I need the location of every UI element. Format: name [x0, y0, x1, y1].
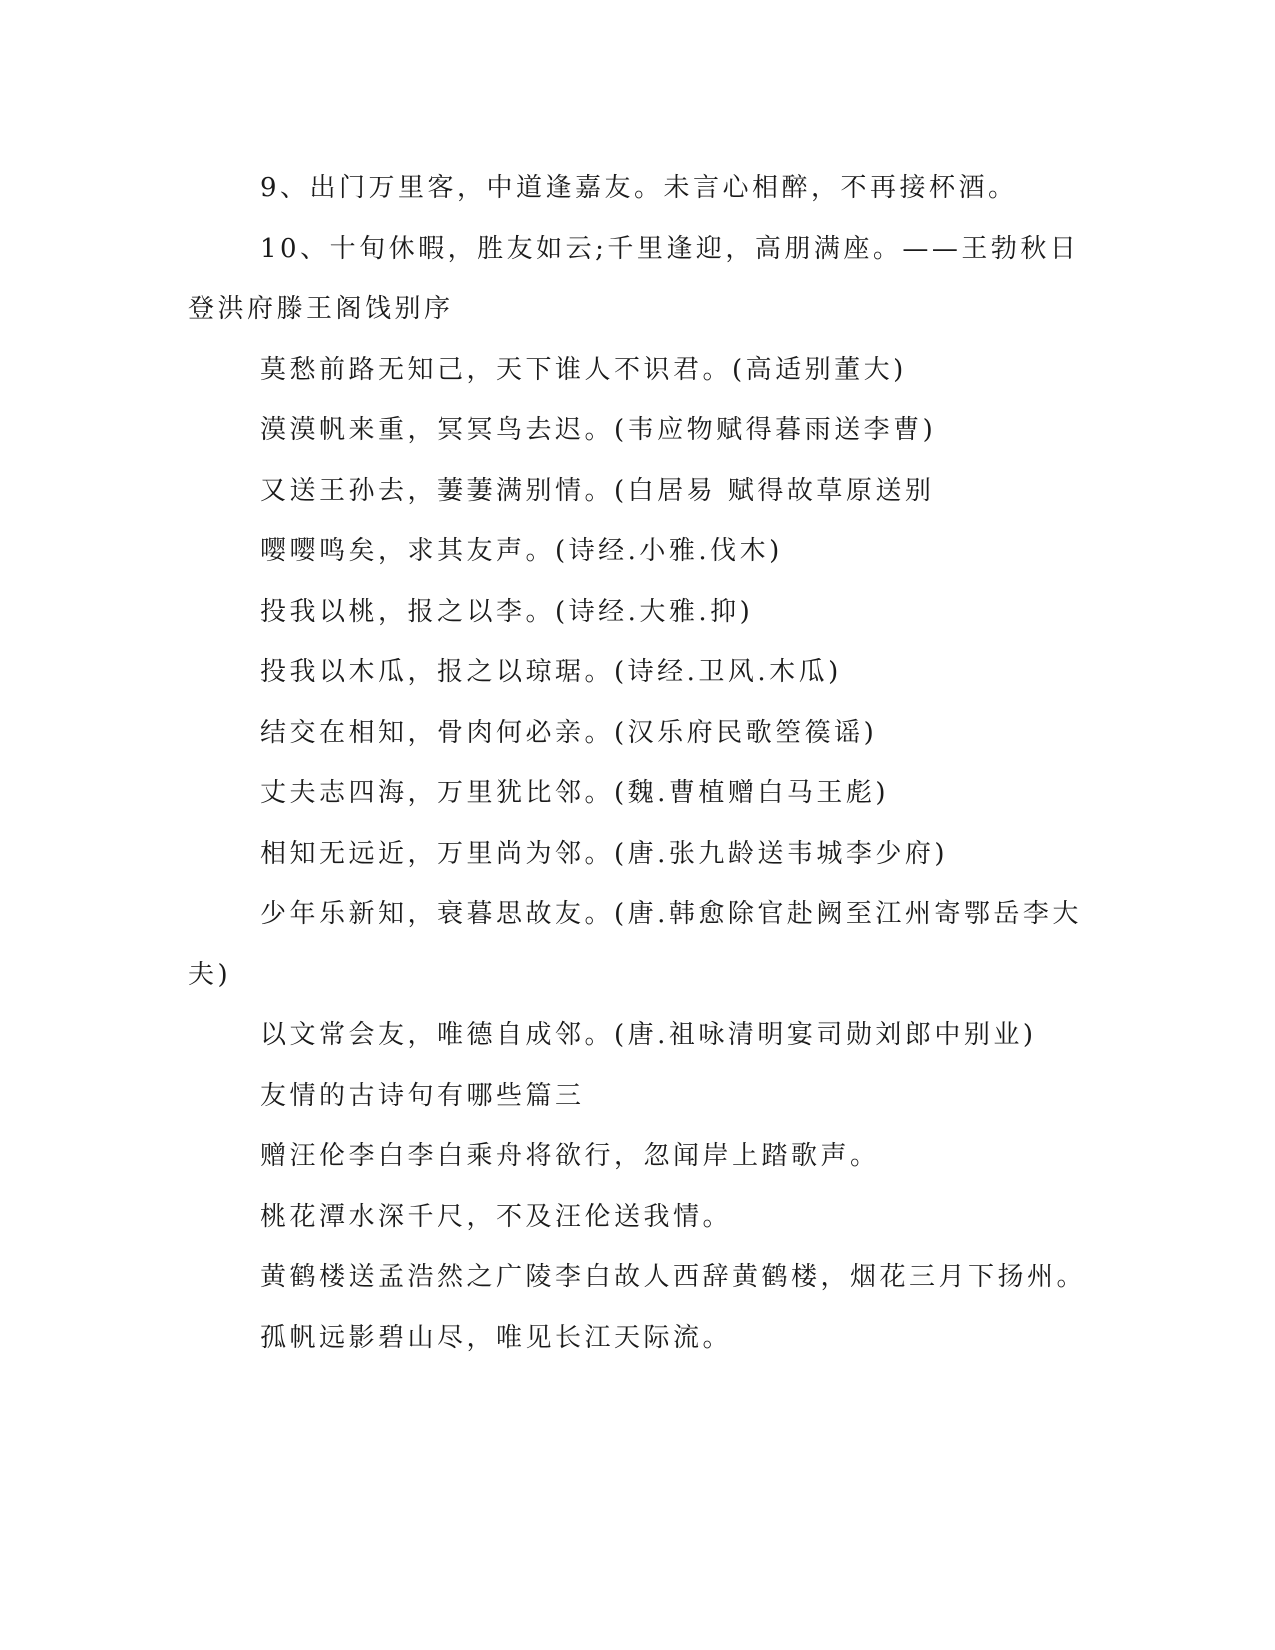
paragraph-18: 孤帆远影碧山尽，唯见长江天际流。 [260, 1322, 733, 1353]
paragraph-7: 投我以桃，报之以李。(诗经.大雅.抑) [260, 596, 754, 627]
paragraph-12: 少年乐新知，衰暮思故友。(唐.韩愈除官赴阙至江州寄鄂岳李大夫) [188, 899, 1082, 990]
paragraph-16: 桃花潭水深千尺，不及汪伦送我情。 [260, 1201, 733, 1232]
paragraph-1: 9、出门万里客，中道逢嘉友。未言心相醉，不再接杯酒。 [260, 173, 1018, 203]
paragraph-9: 结交在相知，骨肉何必亲。(汉乐府民歌箜篌谣) [260, 717, 878, 748]
paragraph-4: 漠漠帆来重，冥冥鸟去迟。(韦应物赋得暮雨送李曹) [260, 415, 937, 445]
paragraph-17: 黄鹤楼送孟浩然之广陵李白故人西辞黄鹤楼，烟花三月下扬州。 [260, 1262, 1087, 1292]
paragraph-8: 投我以木瓜，报之以琼琚。(诗经.卫风.木瓜) [260, 657, 842, 687]
paragraph-3: 莫愁前路无知己，天下谁人不识君。(高适别董大) [260, 354, 907, 385]
section-heading: 友情的古诗句有哪些篇三 [260, 1080, 585, 1111]
paragraph-5: 又送王孙去，萋萋满别情。(白居易 赋得故草原送别 [260, 475, 935, 506]
paragraph-6: 嘤嘤鸣矣，求其友声。(诗经.小雅.伐木) [260, 536, 783, 566]
paragraph-15: 赠汪伦李白李白乘舟将欲行，忽闻岸上踏歌声。 [260, 1141, 880, 1171]
paragraph-2: 10、十旬休暇，胜友如云;千里逢迎，高朋满座。——王勃秋日登洪府滕王阁饯别序 [188, 233, 1080, 324]
paragraph-10: 丈夫志四海，万里犹比邻。(魏.曹植赠白马王彪) [260, 778, 890, 808]
paragraph-11: 相知无远近，万里尚为邻。(唐.张九龄送韦城李少府) [260, 838, 949, 869]
document-body [188, 158, 1088, 1368]
paragraph-13: 以文常会友，唯德自成邻。(唐.祖咏清明宴司勋刘郎中别业) [260, 1020, 1037, 1050]
